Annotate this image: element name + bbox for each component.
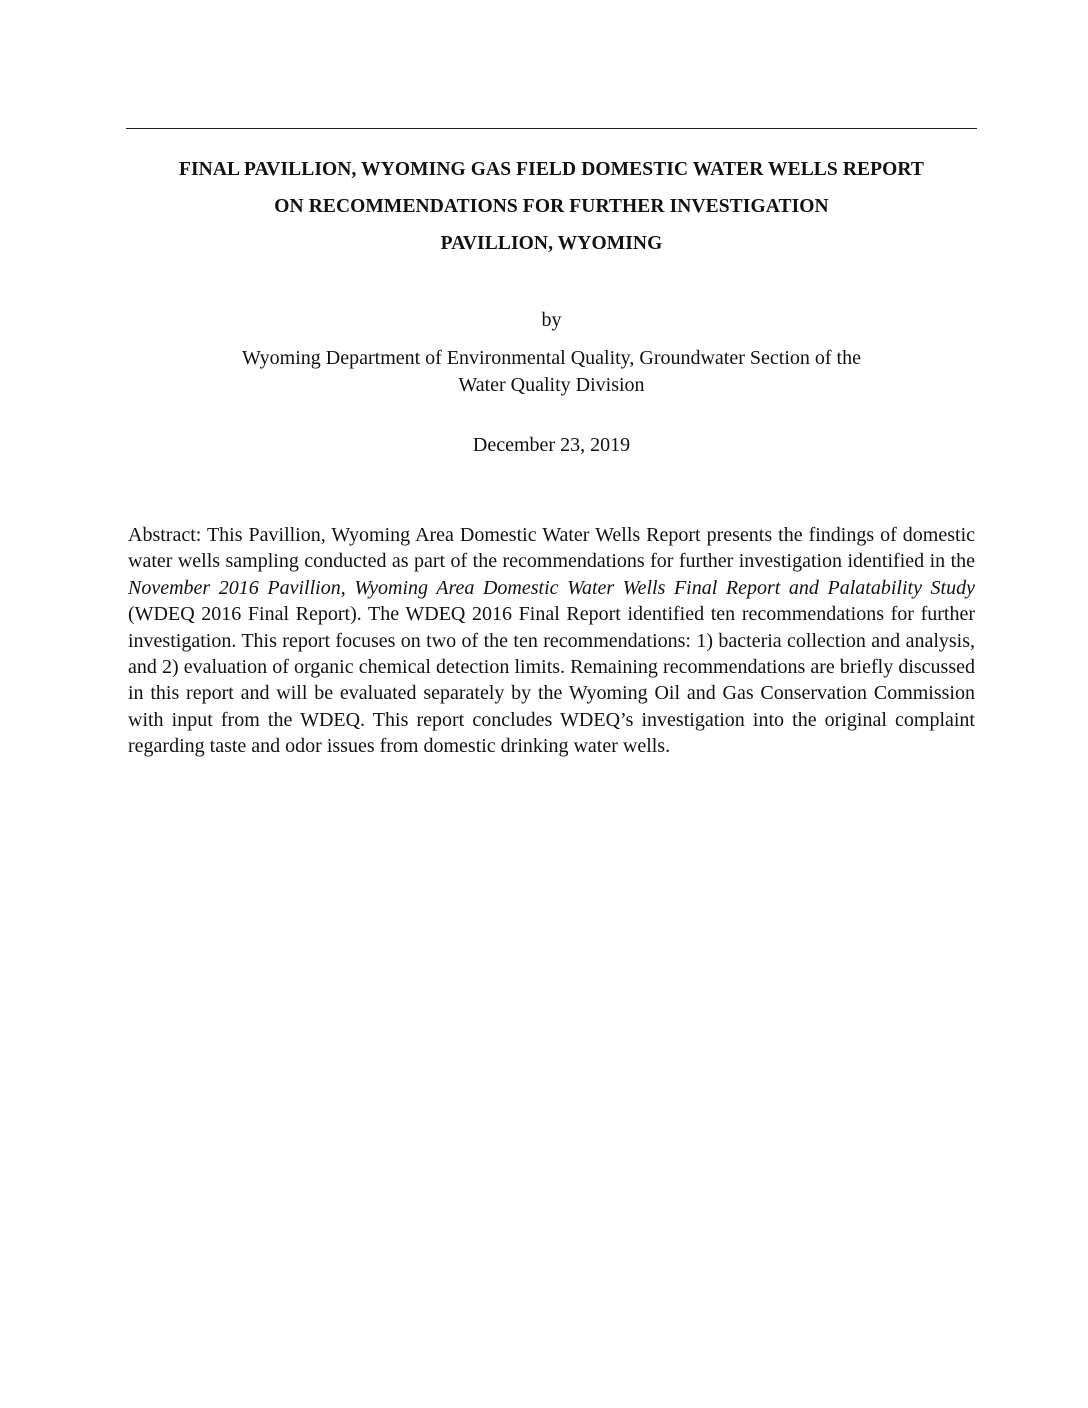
title-line-3: PAVILLION, WYOMING: [440, 233, 663, 254]
report-date: December 23, 2019: [472, 434, 631, 456]
report-title: [126, 151, 977, 262]
horizontal-rule: [126, 128, 977, 129]
abstract-cited-title: November 2016 Pavillion, Wyoming Area Domestic Water Wells Final Report and Palatability Study: [128, 576, 975, 599]
abstract-paragraph: [128, 522, 975, 760]
author-line-1: Wyoming Department of Environmental Quality, Groundwater Section of the: [241, 347, 861, 369]
abstract-text-part-2: (WDEQ 2016 Final Report). The WDEQ 2016 Final Report identified ten recommendations for further investigation. This report focuses on two of the ten recommendations: 1) bacteria collection and analysis, and 2) evaluation of organic chemical detection limits. Remaining recommendations are briefly discussed in this report and will be evaluated separately by the Wyoming Oil and Gas Conservation Commission with input from the WDEQ. This report concludes WDEQ’s investigation into the original complaint regarding taste and odor issues from domestic drinking water wells.: [128, 603, 975, 758]
author: [126, 345, 977, 399]
title-line-2: ON RECOMMENDATIONS FOR FURTHER INVESTIGATION: [274, 196, 829, 217]
byline: by: [541, 309, 562, 331]
author-line-2: Water Quality Division: [458, 374, 645, 396]
abstract-text-part-1: Abstract: This Pavillion, Wyoming Area Domestic Water Wells Report presents the findings of domestic water wells sampling conducted as part of the recommendations for further investigation identified in the: [128, 524, 975, 573]
title-line-1: FINAL PAVILLION, WYOMING GAS FIELD DOMESTIC WATER WELLS REPORT: [178, 159, 925, 180]
